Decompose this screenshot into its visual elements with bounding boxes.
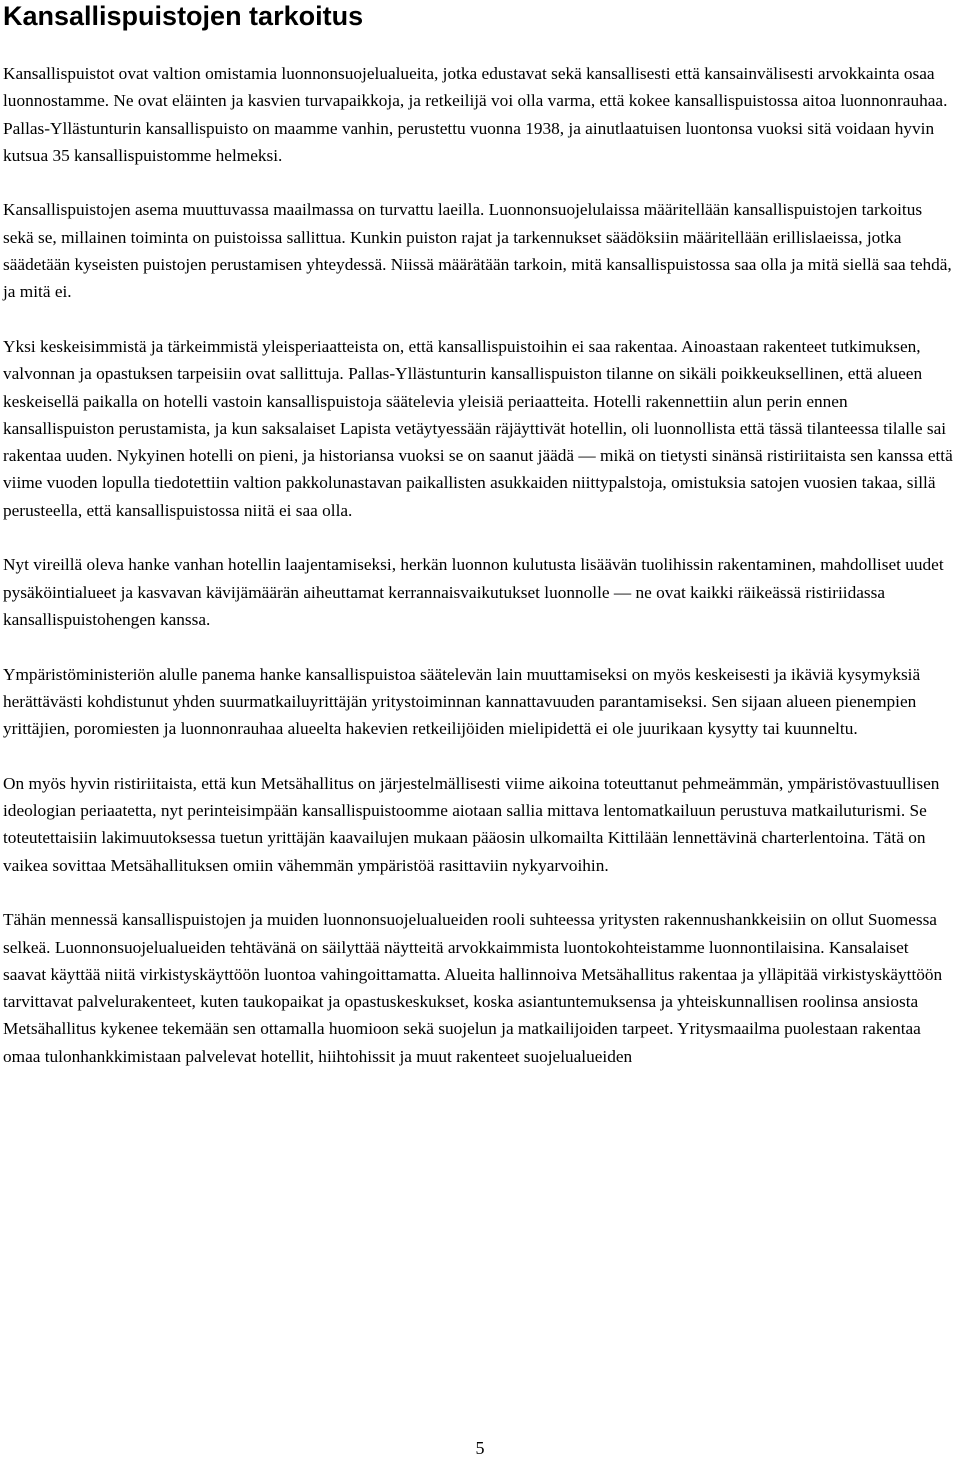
paragraph-2: Kansallispuistojen asema muuttuvassa maailmassa on turvattu laeilla. Luonnonsuojelulaissa määritellään kansallispuistojen tarkoitus sekä se, millainen toiminta on puistoissa sallittua. Kunkin puiston rajat ja tarkennukset säädöksiin määritellään erillislaeissa, jotka säädetään kyseisten puistojen perustamisen yhteydessä. Niissä määrätään tarkoin, mitä kansallispuistossa saa olla ja mitä siellä saa tehdä, ja mitä ei. [3, 200, 952, 302]
paragraph-4: Nyt vireillä oleva hanke vanhan hotellin laajentamiseksi, herkän luonnon kulutusta lisäävän tuolihissin rakentaminen, mahdolliset uudet pysäköintialueet ja kasvavan kävijämäärän aiheuttamat kerrannaisvaikutukset luonnolle — ne ovat kaikki räikeässä ristiriidassa kansallispuistohengen kanssa. [3, 555, 944, 629]
document-body [3, 60, 955, 1097]
paragraph-1: Kansallispuistot ovat valtion omistamia luonnonsuojelualueita, jotka edustavat sekä kansallisesti että kansainvälisesti arvokkainta osaa luonnostamme. Ne ovat eläinten ja kasvien turvapaikkoja, ja retkeilijä voi olla varma, että kokee kansallispuistossa aitoa luonnonrauhaa. Pallas-Yllästunturin kansallispuisto on maamme vanhin, perustettu vuonna 1938, ja ainutlaatuisen luontonsa vuoksi sitä voidaan hyvin kutsua 35 kansallispuistomme helmeksi. [3, 64, 948, 165]
paragraph-7: Tähän mennessä kansallispuistojen ja muiden luonnonsuojelualueiden rooli suhteessa yritysten rakennushankkeisiin on ollut Suomessa selkeä. Luonnonsuojelualueiden tehtävänä on säilyttää näytteitä arvokkaimmista luontokohteistamme luonnontilaisina. Kansalaiset saavat käyttää niitä virkistyskäyttöön luontoa vahingoittamatta. Alueita hallinnoiva Metsähallitus rakentaa ja ylläpitää virkistyskäyttöön tarvittavat palvelurakenteet, kuten taukopaikat ja opastuskeskukset, koska asiantuntemuksensa ja yhteiskunnallisen roolinsa ansiosta Metsähallitus kykenee tekemään sen ottamalla huomioon sekä suojelun ja matkailijoiden tarpeet. Yritysmaailma puolestaan rakentaa omaa tulonhankkimistaan palvelevat hotellit, hiihtohissit ja muut rakenteet suojelualueiden [3, 910, 943, 1066]
document-title: Kansallispuistojen tarkoitus [3, 1, 364, 31]
paragraph-3: Yksi keskeisimmistä ja tärkeimmistä yleisperiaatteista on, että kansallispuistoihin ei saa rakentaa. Ainoastaan rakenteet tutkimuksen, valvonnan ja opastuksen tarpeisiin ovat sallittuja. Pallas-Yllästunturin kansallispuiston tilanne on sikäli poikkeuksellinen, että alueen keskeisellä paikalla on hotelli vastoin kansallispuistoja säätelevia yleisiä periaatteita. Hotelli rakennettiin alun perin ennen kansallispuiston perustamista, ja kun saksalaiset Lapista vetäytyessään räjäyttivät hotellin, oli luonnollista että tässä tilanteessa tilalle sai rakentaa uuden. Nykyinen hotelli on pieni, ja historiansa vuoksi se on saanut jäädä — mikä on tietysti sinänsä ristiriitaista sen kanssa että viime vuoden lopulla tiedotettiin valtion pakkolunastavan paikallisten asukkaiden niittypalstoja, omistuksia satojen vuosien takaa, sillä perusteella, että kansallispuistossa niitä ei saa olla. [3, 336, 953, 520]
page-number: 5 [475, 1438, 485, 1458]
paragraph-6: On myös hyvin ristiriitaista, että kun Metsähallitus on järjestelmällisesti viime aikoina toteuttanut pehmeämmän, ympäristövastuullisen ideologian periaatetta, nyt perinteisimpään kansallispuistoomme aiotaan sallia mittava lentomatkailuun perustuva matkailuturismi. Se toteutettaisiin lakimuutoksessa tuetun yrittäjän kaavailujen mukaan pääosin ulkomailta Kittilään lennettävinä charterlentoina. Tätä on vaikea sovittaa Metsähallituksen omiin vähemmän ympäristöä rasittaviin nykyarvoihin. [3, 773, 940, 875]
paragraph-5: Ympäristöministeriön alulle panema hanke kansallispuistoa säätelevän lain muuttamiseksi on myös keskeisesti ja ikäviä kysymyksiä herättävästi kohdistunut yhden suurmatkailuyrittäjän yritystoiminnan kannattavuuden parantamiseksi. Sen sijaan alueen pienempien yrittäjien, poromiesten ja luonnonrauhaa alueelta hakevien retkeilijöiden mielipidettä ei ole juurikaan kysytty tai kuunneltu. [3, 664, 921, 739]
